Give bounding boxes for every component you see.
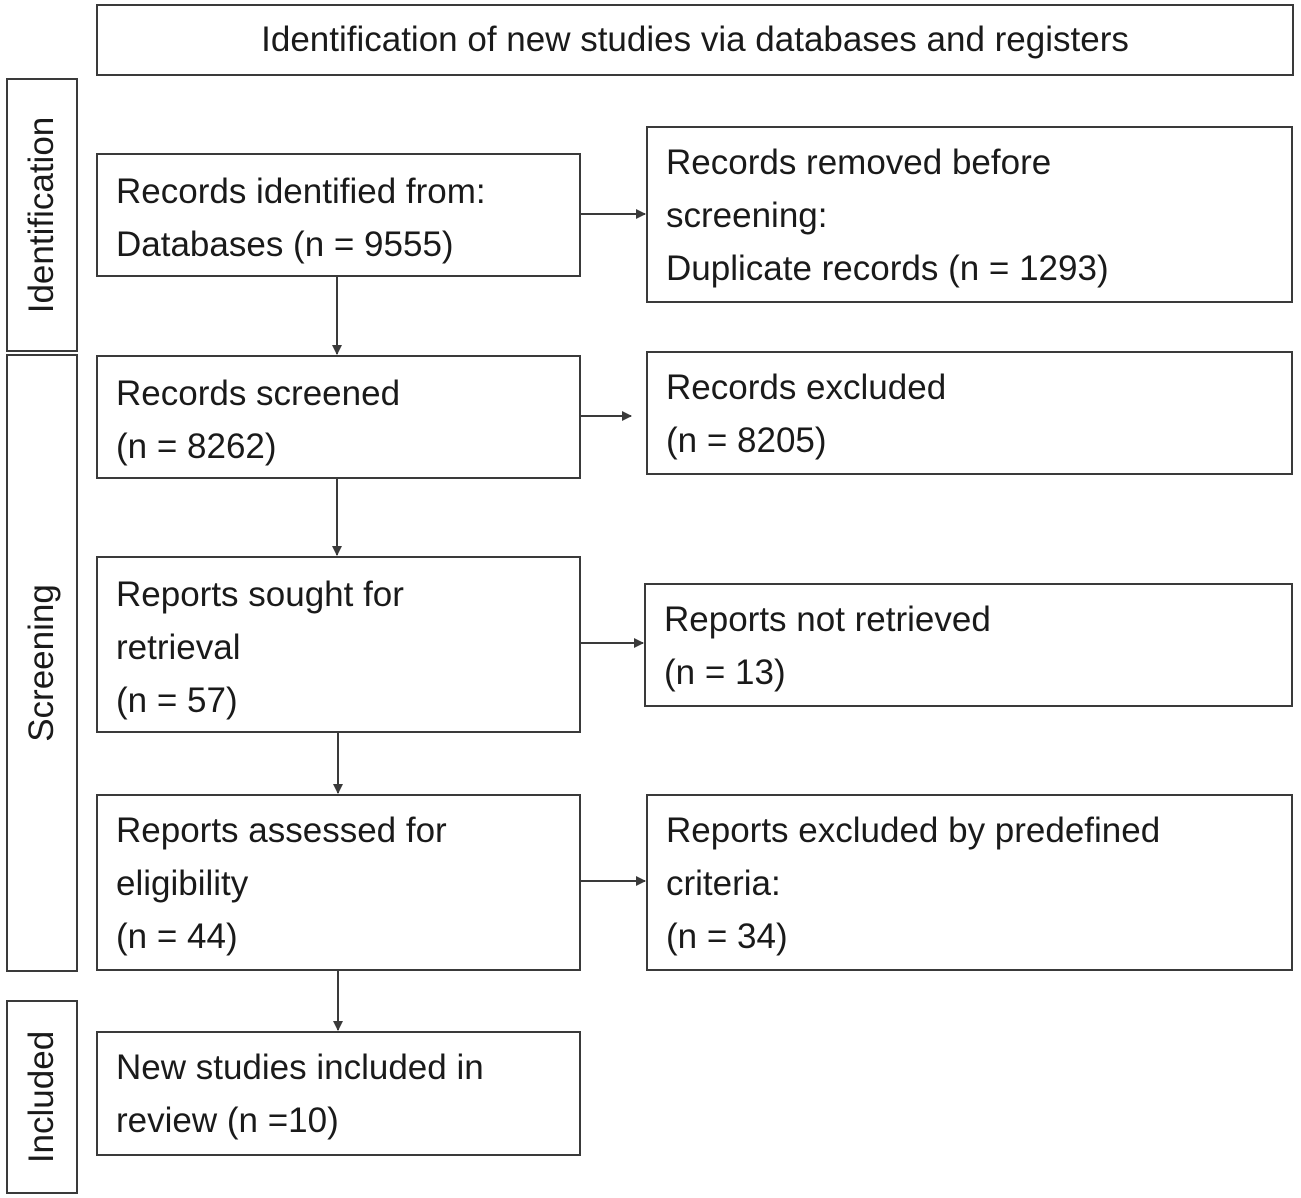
reports-excluded-line-1: Reports excluded by predefined — [666, 811, 1161, 850]
records-removed-line-3: Duplicate records (n = 1293) — [666, 249, 1109, 288]
records-removed-line-1: Records removed before — [666, 143, 1052, 182]
studies-included-line-1: New studies included in — [116, 1048, 484, 1087]
phase-screening-label: Screening — [22, 584, 61, 742]
reports-assessed-line-3: (n = 44) — [116, 917, 238, 956]
reports-sought-line-3: (n = 57) — [116, 681, 238, 720]
studies-included-line-2: review (n =10) — [116, 1101, 339, 1140]
records-screened-line-1: Records screened — [116, 374, 401, 413]
records-excluded-line-1: Records excluded — [666, 368, 947, 407]
records-identified-line-2: Databases (n = 9555) — [116, 225, 454, 264]
reports-excluded-line-3: (n = 34) — [666, 917, 788, 956]
phase-identification-label: Identification — [22, 116, 61, 314]
reports-assessed-line-2: eligibility — [116, 864, 249, 903]
reports-assessed-line-1: Reports assessed for — [116, 811, 447, 850]
records-excluded-line-2: (n = 8205) — [666, 421, 827, 460]
reports-sought-line-1: Reports sought for — [116, 575, 404, 614]
reports-sought-line-2: retrieval — [116, 628, 241, 667]
reports-not-retrieved-line-2: (n = 13) — [664, 653, 786, 692]
records-removed-line-2: screening: — [666, 196, 828, 235]
reports-not-retrieved-line-1: Reports not retrieved — [664, 600, 991, 639]
records-identified-line-1: Records identified from: — [116, 172, 486, 211]
header-title: Identification of new studies via databases and registers — [261, 20, 1129, 59]
records-screened-line-2: (n = 8262) — [116, 427, 277, 466]
reports-excluded-line-2: criteria: — [666, 864, 781, 903]
phase-included-label: Included — [22, 1030, 61, 1164]
